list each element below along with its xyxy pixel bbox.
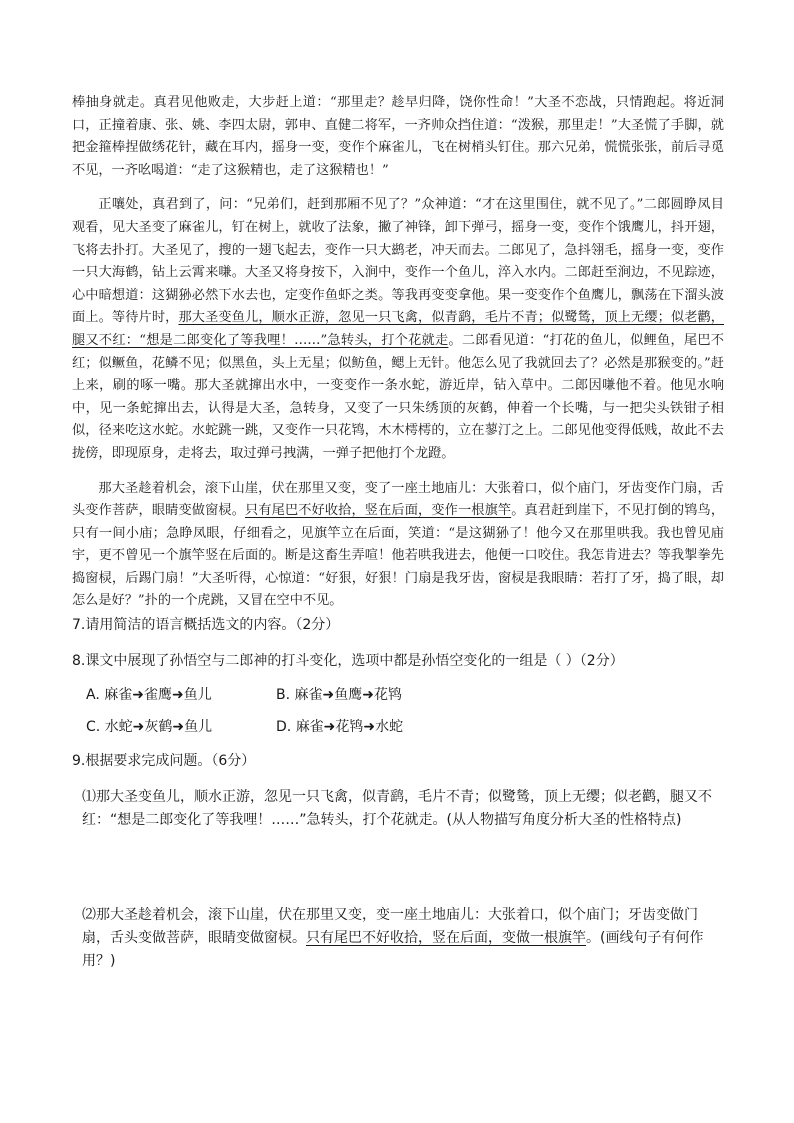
underlined-sentence: 那大圣变鱼儿，顺水正游，忽见一只飞禽，似青鹞，毛片不青；似鹭鸶，顶上无缨；似老鹳，腿又不红：“想是二郎变化了等我哩！……”急转头，打个花就走 xyxy=(72,310,724,348)
option-a xyxy=(86,684,276,706)
option-c xyxy=(86,716,276,738)
option-label: A. xyxy=(86,687,100,703)
passage-paragraph-1 xyxy=(72,92,724,182)
passage-paragraph-2 xyxy=(72,194,724,465)
question-text: 。(画线句子有何作用？) xyxy=(82,930,704,969)
option-label: C. xyxy=(86,719,101,735)
option-text: 麻雀➜花鸨➜水蛇 xyxy=(295,719,404,735)
reading-passage xyxy=(72,92,724,613)
question-text: ⑴那大圣变鱼儿，顺水正游，忽见一只飞禽，似青鹞，毛片不青；似鹭鸶，顶上无缨；似老鹳，腿又不红：“想是二郎变化了等我哩！……”急转头，打个花就走。(从人物描写角度分析大圣的性格特点) xyxy=(82,789,712,828)
option-text: 麻雀➜雀鹰➜鱼儿 xyxy=(104,687,212,703)
question-9-part-1 xyxy=(82,786,724,832)
passage-text: 正嚷处，真君到了，问：“兄弟们，赶到那厢不见了？”众神道：“才在这里围住，就不见了。”二郎圆睁凤目观看，见大圣变了麻雀儿，钉在树上，就收了法象，撇了神锋，卸下弹弓，摇身一变，变作个饿鹰儿，抖开翅，飞将去扑打。大圣见了，搜的一翅飞起去，变作一只大鹚老，冲天而去。二郎见了，急抖翎毛，摇身一变，变作一只大海鹤，钻上云霄来嗛。大圣又将身按下，入涧中，变作一个鱼儿，淬入水内。二郎赶至涧边，不见踪迹，心中暗想道：这猢狲必然下水去也，定变作鱼虾之类。等我再变变拿他。果一变变作个鱼鹰儿，飘荡在下溜头波面上。等待片时， xyxy=(72,197,724,326)
passage-paragraph-3 xyxy=(72,478,724,614)
passage-text: 。二郎看见道：“打花的鱼儿，似鲤鱼，尾巴不红；似鳜鱼，花鳞不见；似黑鱼，头上无星；似鲂鱼，鳃上无针。他怎么见了我就回去了？必然是那猴变的。”赶上来，刷的啄一嘴。那大圣就撺出水中，一变变作一条水蛇，游近岸，钻入草中。二郎因嗛他不着。他见水响中，见一条蛇撺出去，认得是大圣，急转身，又变了一只朱绣顶的灰鹤，伸着一个长嘴，与一把尖头铁钳子相似，径来吃这水蛇。水蛇跳一跳，又变作一只花鸨，木木樗樗的，立在蓼汀之上。二郎见他变得低贱，故此不去拢傍，即现原身，走将去，取过弹弓拽满，一弹子把他打个龙蹬。 xyxy=(72,332,724,461)
underlined-sentence: 只有尾巴不好收拾，竖在后面，变做一根旗竿 xyxy=(306,930,586,946)
option-label: D. xyxy=(276,719,292,735)
passage-text: 棒抽身就走。真君见他败走，大步赶上道：“那里走？趁早归降，饶你性命！”大圣不恋战，只情跑起。将近洞口，正撞着康、张、姚、李四太尉，郭申、直健二将军，一齐帅众挡住道：“泼猴，那里走！”大圣慌了手脚，就把金箍棒捏做绣花针，藏在耳内，摇身一变，变作个麻雀儿，飞在树梢头钉住。那六兄弟，慌慌张张，前后寻觅不见，一齐吆喝道：“走了这猴精也，走了这猴精也！” xyxy=(72,95,724,178)
option-d xyxy=(276,716,466,738)
question-7: 7.请用简洁的语言概括选文的内容。（2分） xyxy=(72,617,340,633)
question-9: 9.根据要求完成问题。（6分） xyxy=(72,753,256,769)
option-text: 麻雀➜鱼鹰➜花鸨 xyxy=(294,687,402,703)
question-8: 8.课文中展现了孙悟空与二郎神的打斗变化，选项中都是孙悟空变化的一组是（ ）（2分） xyxy=(72,653,624,669)
option-b xyxy=(276,684,466,706)
option-text: 水蛇➜灰鹤➜鱼儿 xyxy=(104,719,213,735)
question-text: ⑵那大圣趁着机会，滚下山崖，伏在那里又变，变一座土地庙儿：大张着口，似个庙门；牙齿变做门扇，舌头变做菩萨，眼睛变做窗棂。 xyxy=(82,907,698,946)
question-9-part-2 xyxy=(82,904,724,973)
passage-text: 。真君赶到崖下，不见打倒的鸨鸟，只有一间小庙；急睁凤眼，仔细看之，见旗竿立在后面，笑道：“是这猢狲了！他今又在那里哄我。我也曾见庙宇，更不曾见一个旗竿竖在后面的。断是这畜生弄喧！他若哄我进去，他便一口咬住。我怎肯进去？等我掣拳先捣窗棂，后踢门扇！”大圣听得，心惊道：“好狠，好狠！门扇是我牙齿，窗棂是我眼睛：若打了牙，捣了眼，却怎么是好？”扑的一个虎跳，又冒在空中不见。 xyxy=(72,503,725,609)
option-label: B. xyxy=(276,687,291,703)
passage-text: 那大圣趁着机会，滚下山崖，伏在那里又变，变了一座土地庙儿：大张着口，似个庙门，牙齿变作门扇，舌头变作菩萨，眼睛变做窗棂。 xyxy=(72,480,724,519)
options-row xyxy=(86,716,706,738)
options-row xyxy=(86,684,706,706)
underlined-sentence: 只有尾巴不好收拾，竖在后面，变作一根旗竿 xyxy=(245,503,512,519)
